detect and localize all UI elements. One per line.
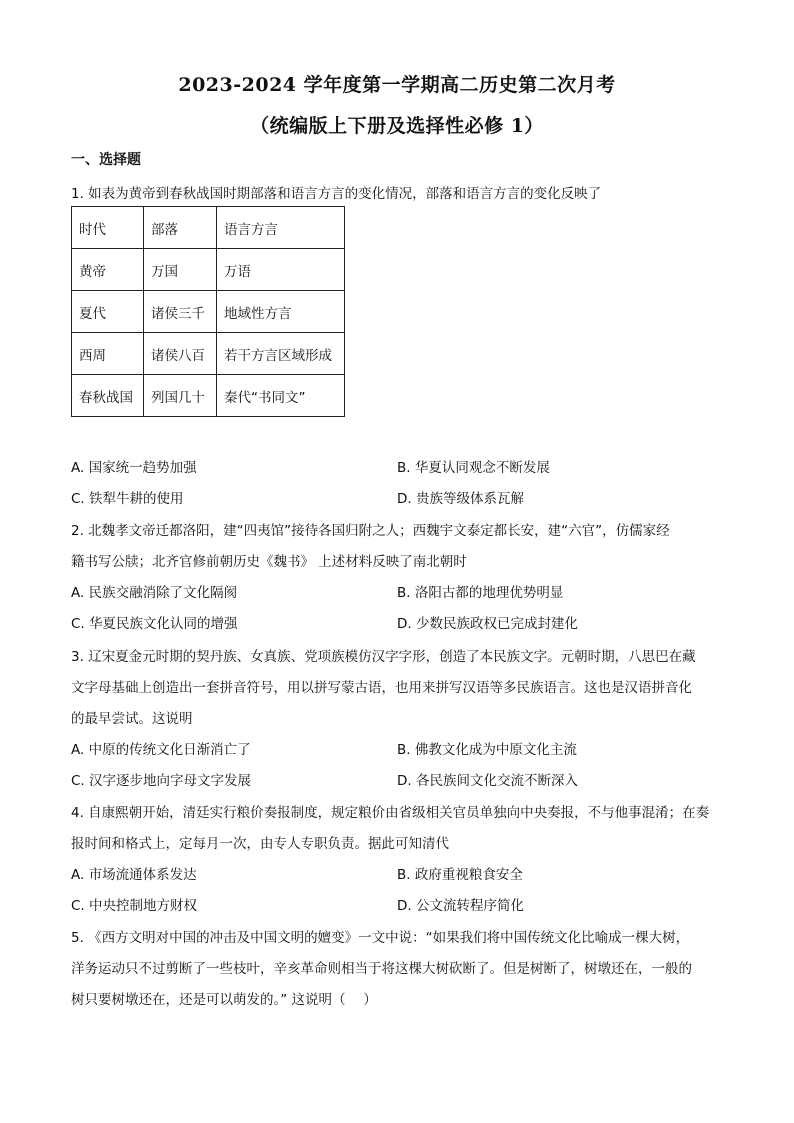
page-subtitle: （统编版上下册及选择性必修 1） bbox=[250, 115, 544, 137]
table-cell: 夏代 bbox=[72, 291, 144, 333]
q1-option-c: C. 铁犁牛耕的使用 bbox=[71, 491, 184, 507]
table-cell: 若干方言区域形成 bbox=[217, 333, 345, 375]
q3-option-d: D. 各民族间文化交流不断深入 bbox=[397, 773, 578, 789]
q1-option-d: D. 贵族等级体系瓦解 bbox=[397, 491, 524, 507]
q1-table bbox=[71, 206, 345, 417]
q3-option-a: A. 中原的传统文化日渐消亡了 bbox=[71, 742, 251, 758]
table-cell: 黄帝 bbox=[72, 249, 144, 291]
q5-stem-line-1: 5. 《西方文明对中国的冲击及中国文明的嬗变》一文中说：“如果我们将中国传统文化比喻成一棵大树， bbox=[71, 930, 690, 946]
table-row bbox=[72, 375, 345, 417]
q4-stem-line-2: 报时间和格式上，定每月一次，由专人专职负责。据此可知清代 bbox=[71, 836, 449, 852]
q1-option-a: A. 国家统一趋势加强 bbox=[71, 460, 197, 476]
q2-stem-line-2: 籍书写公牍；北齐官修前朝历史《魏书》 上述材料反映了南北朝时 bbox=[71, 554, 467, 570]
q1-stem: 1. 如表为黄帝到春秋战国时期部落和语言方言的变化情况，部落和语言方言的变化反映了 bbox=[71, 186, 602, 202]
q2-stem-line-1: 2. 北魏孝文帝迁都洛阳，建“四夷馆”接待各国归附之人；西魏宇文泰定都长安，建“六官”，仿儒家经 bbox=[71, 523, 670, 539]
q2-option-d: D. 少数民族政权已完成封建化 bbox=[397, 616, 578, 632]
q5-stem-line-2: 洋务运动只不过剪断了一些枝叶，辛亥革命则相当于将这棵大树砍断了。但是树断了，树墩还在，一般的 bbox=[71, 961, 692, 977]
table-cell: 地域性方言 bbox=[217, 291, 345, 333]
q3-stem-line-3: 的最早尝试。这说明 bbox=[71, 711, 193, 727]
q4-option-b: B. 政府重视粮食安全 bbox=[397, 867, 523, 883]
table-cell: 诸侯三千 bbox=[144, 291, 217, 333]
table-cell: 春秋战国 bbox=[72, 375, 144, 417]
q3-option-c: C. 汉字逐步地向字母文字发展 bbox=[71, 773, 252, 789]
table-cell: 秦代“书同文” bbox=[217, 375, 345, 417]
section-heading: 一、选择题 bbox=[71, 152, 141, 168]
q4-stem-line-1: 4. 自康熙朝开始，清廷实行粮价奏报制度，规定粮价由省级相关官员单独向中央奏报，不与他事混淆；在奏 bbox=[71, 805, 710, 821]
q4-option-c: C. 中央控制地方财权 bbox=[71, 898, 198, 914]
table-cell: 万国 bbox=[144, 249, 217, 291]
table-cell: 万语 bbox=[217, 249, 345, 291]
table-cell: 诸侯八百 bbox=[144, 333, 217, 375]
table-cell: 西周 bbox=[72, 333, 144, 375]
table-row bbox=[72, 207, 345, 249]
table-row bbox=[72, 291, 345, 333]
q4-option-d: D. 公文流转程序简化 bbox=[397, 898, 524, 914]
q2-option-a: A. 民族交融消除了文化隔阂 bbox=[71, 585, 238, 601]
table-row bbox=[72, 333, 345, 375]
q3-stem-line-1: 3. 辽宋夏金元时期的契丹族、女真族、党项族模仿汉字字形，创造了本民族文字。元朝时期，八思巴在藏 bbox=[71, 649, 696, 665]
q3-option-b: B. 佛教文化成为中原文化主流 bbox=[397, 742, 577, 758]
q2-option-c: C. 华夏民族文化认同的增强 bbox=[71, 616, 238, 632]
q1-option-b: B. 华夏认同观念不断发展 bbox=[397, 460, 550, 476]
table-cell: 语言方言 bbox=[217, 207, 345, 249]
table-cell: 列国几十 bbox=[144, 375, 217, 417]
q3-stem-line-2: 文字母基础上创造出一套拼音符号，用以拼写蒙古语，也用来拼写汉语等多民族语言。这也是汉语拼音化 bbox=[71, 680, 692, 696]
q2-option-b: B. 洛阳古都的地理优势明显 bbox=[397, 585, 564, 601]
table-cell: 部落 bbox=[144, 207, 217, 249]
table-cell: 时代 bbox=[72, 207, 144, 249]
q5-stem-line-3: 树只要树墩还在，还是可以萌发的。” 这说明（ ） bbox=[71, 992, 377, 1008]
q4-option-a: A. 市场流通体系发达 bbox=[71, 867, 197, 883]
page-title: 2023-2024 学年度第一学期高二历史第二次月考 bbox=[178, 74, 616, 96]
table-row bbox=[72, 249, 345, 291]
